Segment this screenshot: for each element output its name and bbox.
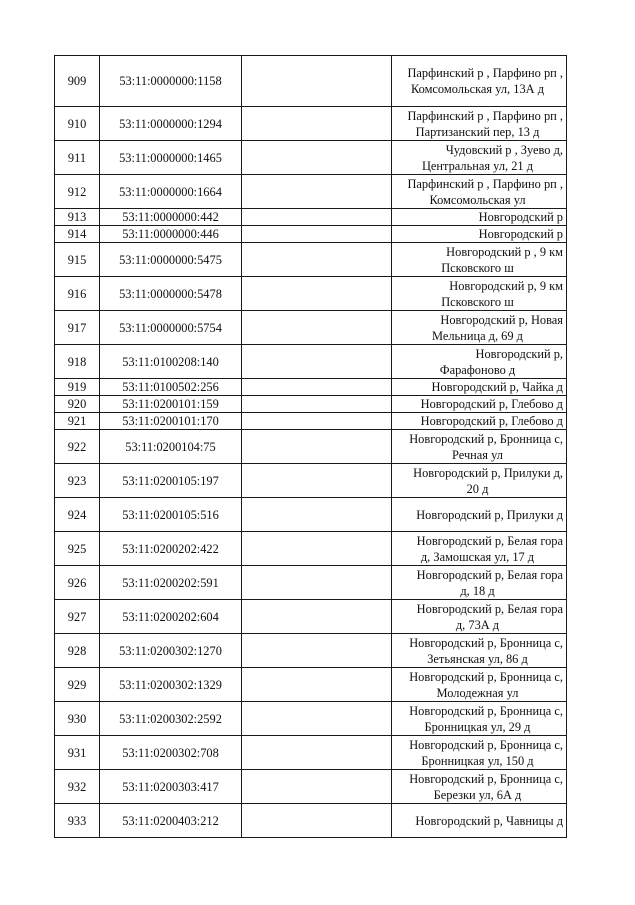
row-number-cell: 930 [55,702,100,736]
address-line: 20 д [466,481,489,496]
address-cell [392,532,567,566]
empty-cell [242,464,392,498]
row-number-cell: 923 [55,464,100,498]
table-row [55,277,567,311]
table-row [55,345,567,379]
table-row [55,396,567,413]
row-number-cell: 918 [55,345,100,379]
address-cell [392,175,567,209]
table-row [55,736,567,770]
empty-cell [242,600,392,634]
cadastral-number-cell: 53:11:0200105:197 [100,464,242,498]
address-line: Новгородский р, Новая [440,312,563,327]
cadastral-number-cell: 53:11:0200104:75 [100,430,242,464]
empty-cell [242,277,392,311]
address-line: Новгородский р, Бронница с, [409,771,563,786]
table-row [55,770,567,804]
address-line: Новгородский р, Чайка д [431,380,563,394]
empty-cell [242,804,392,838]
address-cell [392,413,567,430]
row-number-cell: 921 [55,413,100,430]
address-cell [392,464,567,498]
empty-cell [242,532,392,566]
empty-cell [242,702,392,736]
table-row [55,566,567,600]
address-cell [392,311,567,345]
table-row [55,141,567,175]
address-line: Новгородский р, Прилуки д [416,507,563,522]
empty-cell [242,379,392,396]
row-number-cell: 926 [55,566,100,600]
cadastral-number-cell: 53:11:0200303:417 [100,770,242,804]
address-line: д, 18 д [460,583,495,598]
address-line: Фарафоново д [439,362,516,377]
address-line: Псковского ш [441,260,514,275]
empty-cell [242,736,392,770]
address-line: Комсомольская ул, 13А д [410,82,544,96]
address-line: Новгородский р, Бронница с, [409,737,563,752]
cadastral-number-cell: 53:11:0000000:5754 [100,311,242,345]
address-line: Новгородский р [478,227,563,241]
row-number-cell: 920 [55,396,100,413]
address-cell [392,226,567,243]
row-number-cell: 922 [55,430,100,464]
empty-cell [242,311,392,345]
empty-cell [242,668,392,702]
empty-cell [242,430,392,464]
address-line: д, 73А д [455,617,500,632]
cadastral-number-cell: 53:11:0000000:446 [100,226,242,243]
row-number-cell: 932 [55,770,100,804]
address-cell [392,430,567,464]
address-line: Новгородский р, Бронница с, [409,703,563,718]
address-line: Новгородский р, Белая гора [416,567,563,582]
table-row [55,413,567,430]
address-line: Бронницкая ул, 150 д [421,753,534,768]
address-line: Бронницкая ул, 29 д [424,719,531,734]
address-cell [392,702,567,736]
address-line: Новгородский р, Бронница с, [409,431,563,446]
table-row [55,107,567,141]
address-cell [392,209,567,226]
row-number-cell: 929 [55,668,100,702]
address-line: Комсомольская ул [429,192,526,207]
empty-cell [242,345,392,379]
address-line: Чудовский р , Зуево д, [445,142,563,157]
table-row [55,600,567,634]
row-number-cell: 911 [55,141,100,175]
row-number-cell: 924 [55,498,100,532]
table-body [55,56,567,838]
cadastral-number-cell: 53:11:0000000:1294 [100,107,242,141]
address-line: Новгородский р [478,210,563,224]
table-row [55,464,567,498]
address-cell [392,566,567,600]
table-row [55,379,567,396]
empty-cell [242,396,392,413]
table-row [55,498,567,532]
address-cell [392,396,567,413]
row-number-cell: 917 [55,311,100,345]
address-line: Центральная ул, 21 д [421,158,534,173]
cadastral-number-cell: 53:11:0200302:1329 [100,668,242,702]
address-line: Парфинский р , Парфино рп , [407,66,563,80]
empty-cell [242,498,392,532]
address-line: Новгородский р, Чавницы д [415,813,563,828]
empty-cell [242,634,392,668]
address-line: Березки ул, 6А д [433,787,522,802]
empty-cell [242,141,392,175]
address-cell [392,379,567,396]
registry-table [54,55,567,838]
empty-cell [242,209,392,226]
empty-cell [242,770,392,804]
cadastral-number-cell: 53:11:0000000:442 [100,209,242,226]
row-number-cell: 912 [55,175,100,209]
empty-cell [242,413,392,430]
table-row [55,243,567,277]
cadastral-number-cell: 53:11:0200105:516 [100,498,242,532]
row-number-cell: 910 [55,107,100,141]
address-line: д, Замошская ул, 17 д [420,549,535,564]
address-cell [392,498,567,532]
cadastral-number-cell: 53:11:0200302:1270 [100,634,242,668]
row-number-cell: 915 [55,243,100,277]
address-line: Новгородский р, 9 км [449,278,563,293]
row-number-cell: 914 [55,226,100,243]
row-number-cell: 927 [55,600,100,634]
cadastral-number-cell: 53:11:0000000:1158 [100,56,242,107]
cadastral-number-cell: 53:11:0200101:159 [100,396,242,413]
address-line: Новгородский р, Бронница с, [409,635,563,650]
table-row [55,702,567,736]
address-line: Парфинский р , Парфино рп , [407,176,563,191]
row-number-cell: 919 [55,379,100,396]
cadastral-number-cell: 53:11:0100502:256 [100,379,242,396]
address-line: Псковского ш [441,294,514,309]
table-row [55,532,567,566]
address-line: Речная ул [452,447,503,462]
address-cell [392,345,567,379]
table-row [55,175,567,209]
address-line: Парфинский р , Парфино рп , [407,108,563,123]
address-cell [392,770,567,804]
table-row [55,430,567,464]
address-line: Мельница д, 69 д [432,328,523,343]
table-row [55,668,567,702]
cadastral-number-cell: 53:11:0200202:422 [100,532,242,566]
row-number-cell: 928 [55,634,100,668]
address-line: Зетьянская ул, 86 д [427,651,528,666]
empty-cell [242,175,392,209]
empty-cell [242,107,392,141]
table-row [55,56,567,107]
address-cell [392,600,567,634]
address-line: Новгородский р, Белая гора [416,533,563,548]
address-line: Новгородский р, Бронница с, [409,669,563,684]
address-line: Новгородский р, Глебово д [420,414,563,428]
empty-cell [242,243,392,277]
address-cell [392,634,567,668]
cadastral-number-cell: 53:11:0200403:212 [100,804,242,838]
empty-cell [242,566,392,600]
address-cell [392,243,567,277]
cadastral-number-cell: 53:11:0200302:708 [100,736,242,770]
table-row [55,226,567,243]
address-cell [392,107,567,141]
cadastral-number-cell: 53:11:0200101:170 [100,413,242,430]
cadastral-number-cell: 53:11:0000000:5478 [100,277,242,311]
address-cell [392,56,567,107]
address-cell [392,277,567,311]
table-row [55,311,567,345]
empty-cell [242,226,392,243]
cadastral-number-cell: 53:11:0200302:2592 [100,702,242,736]
table-row [55,804,567,838]
cadastral-number-cell: 53:11:0100208:140 [100,345,242,379]
address-line: Молодежная ул [436,685,519,700]
table-row [55,209,567,226]
table-row [55,634,567,668]
cadastral-number-cell: 53:11:0200202:604 [100,600,242,634]
empty-cell [242,56,392,107]
row-number-cell: 916 [55,277,100,311]
cadastral-number-cell: 53:11:0000000:1664 [100,175,242,209]
address-line: Партизанский пер, 13 д [415,124,540,139]
row-number-cell: 909 [55,56,100,107]
cadastral-number-cell: 53:11:0200202:591 [100,566,242,600]
address-cell [392,668,567,702]
address-line: Новгородский р, Глебово д [420,397,563,411]
row-number-cell: 925 [55,532,100,566]
cadastral-number-cell: 53:11:0000000:5475 [100,243,242,277]
cadastral-number-cell: 53:11:0000000:1465 [100,141,242,175]
row-number-cell: 933 [55,804,100,838]
address-cell [392,141,567,175]
row-number-cell: 913 [55,209,100,226]
address-line: Новгородский р, Прилуки д, [413,465,563,480]
address-cell [392,804,567,838]
address-line: Новгородский р , 9 км [446,244,563,259]
address-line: Новгородский р, [475,346,563,361]
address-cell [392,736,567,770]
address-line: Новгородский р, Белая гора [416,601,563,616]
row-number-cell: 931 [55,736,100,770]
